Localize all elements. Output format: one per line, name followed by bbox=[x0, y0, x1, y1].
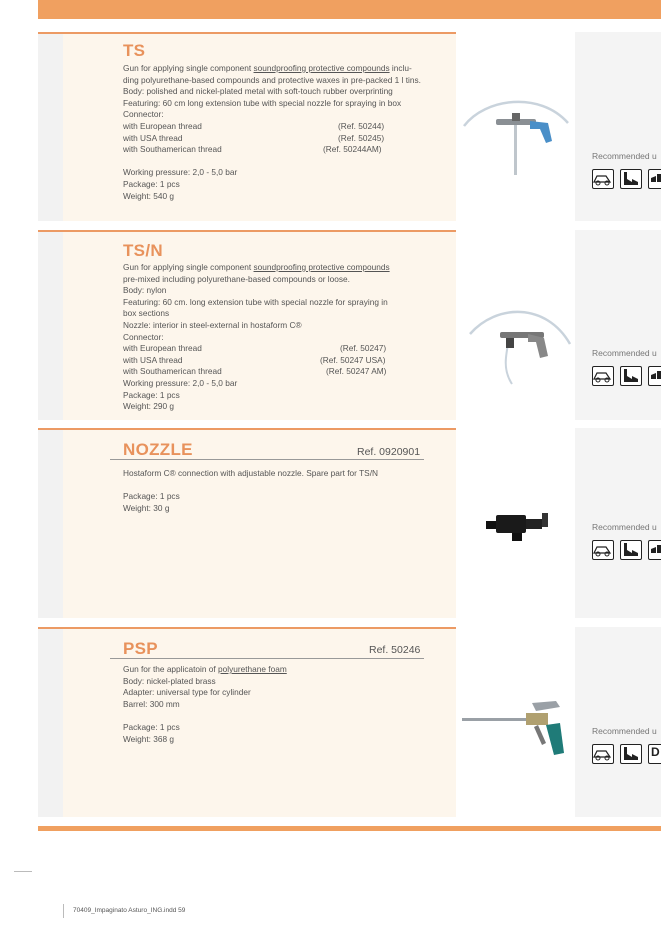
recommended-panel bbox=[575, 32, 661, 221]
desc-line: Body: nylon bbox=[123, 285, 167, 296]
desc-line: box sections bbox=[123, 308, 170, 319]
spec-line: Working pressure: 2,0 - 5,0 bar bbox=[123, 377, 238, 388]
product-description bbox=[123, 63, 421, 202]
product-title: TS bbox=[123, 41, 146, 60]
spec-line: Weight: 368 g bbox=[123, 733, 175, 744]
thread-row: with Southamerican thread (Ref. 50247 AM) bbox=[123, 366, 387, 377]
spec-line: Working pressure: 2,0 - 5,0 bar bbox=[123, 167, 238, 178]
product-ref: Ref. 50246 bbox=[369, 644, 421, 656]
recommended-label: Recommended u bbox=[592, 726, 657, 736]
factory-icon bbox=[620, 169, 642, 189]
car-icon bbox=[592, 366, 614, 386]
panel-top-rule bbox=[38, 32, 456, 34]
footer-slug: 70409_Impaginato Asturo_ING.indd 59 bbox=[73, 907, 186, 914]
title-underline bbox=[110, 459, 424, 460]
thread-row: with European thread (Ref. 50247) bbox=[123, 343, 387, 354]
product-title: PSP bbox=[123, 639, 158, 658]
spec-line: Weight: 290 g bbox=[123, 401, 175, 412]
factory-icon bbox=[620, 366, 642, 386]
product-ref: Ref. 0920901 bbox=[357, 446, 421, 458]
product-description bbox=[123, 262, 390, 413]
factory-icon bbox=[620, 540, 642, 560]
product-title: NOZZLE bbox=[123, 440, 193, 459]
footer-band bbox=[38, 826, 661, 831]
thread-row: with USA thread (Ref. 50245) bbox=[123, 132, 385, 143]
product-title: TS/N bbox=[123, 241, 163, 260]
desc-line: pre-mixed including polyurethane-based compounds or loose. bbox=[123, 273, 350, 284]
product-panel-psp bbox=[38, 627, 456, 817]
panel-top-rule bbox=[38, 428, 456, 430]
desc-line: Body: polished and nickel-plated metal with soft-touch rubber overprinting bbox=[123, 86, 393, 97]
desc-line: Gun for applying single component soundproofing protective compounds inclu- bbox=[123, 63, 412, 73]
nozzle-image bbox=[484, 509, 550, 545]
spec-line: Package: 1 pcs bbox=[123, 389, 180, 400]
product-description bbox=[123, 664, 287, 745]
desc-line: Gun for applying single component soundproofing protective compounds bbox=[123, 262, 390, 272]
spec-line: Package: 1 pcs bbox=[123, 721, 180, 732]
spec-line: Weight: 540 g bbox=[123, 190, 175, 201]
desc-line: Hostaform C® connection with adjustable nozzle. Spare part for TS/N bbox=[123, 468, 378, 478]
footer-divider bbox=[63, 904, 64, 918]
recommended-panel bbox=[575, 627, 661, 817]
desc-line: Barrel: 300 mm bbox=[123, 698, 180, 709]
recommended-panel bbox=[575, 230, 661, 420]
recommended-label: Recommended u bbox=[592, 151, 657, 161]
crop-mark bbox=[14, 871, 32, 872]
psp-gun-image bbox=[460, 697, 568, 761]
spec-line: Package: 1 pcs bbox=[123, 491, 180, 502]
factory-icon bbox=[620, 744, 642, 764]
usage-icons bbox=[592, 366, 661, 386]
desc-line: ding polyurethane-based compounds and protective waxes in pre-packed 1 l tins. bbox=[123, 74, 421, 85]
tsn-gun-image bbox=[466, 304, 574, 388]
truck-icon bbox=[648, 169, 661, 189]
title-underline bbox=[110, 658, 424, 659]
panel-strip bbox=[38, 32, 63, 221]
header-band bbox=[38, 0, 661, 19]
product-panel-tsn bbox=[38, 230, 456, 420]
car-icon bbox=[592, 744, 614, 764]
desc-line: Body: nickel-plated brass bbox=[123, 675, 216, 686]
spec-line: Weight: 30 g bbox=[123, 502, 170, 513]
product-panel-ts bbox=[38, 32, 456, 221]
desc-line: Adapter: universal type for cylinder bbox=[123, 687, 251, 698]
truck-icon bbox=[648, 540, 661, 560]
desc-line: Featuring: 60 cm. long extension tube with special nozzle for spraying in bbox=[123, 296, 388, 307]
spec-line: Package: 1 pcs bbox=[123, 178, 180, 189]
usage-icons bbox=[592, 169, 661, 189]
desc-line: Featuring: 60 cm long extension tube with special nozzle for spraying in box bbox=[123, 97, 402, 108]
desc-line: Gun for the applicatoin of polyurethane foam bbox=[123, 664, 287, 674]
usage-icons bbox=[592, 540, 661, 560]
thread-row: with European thread (Ref. 50244) bbox=[123, 120, 385, 131]
usage-icons bbox=[592, 744, 661, 764]
ts-gun-image bbox=[460, 93, 572, 179]
thread-row: with Southamerican thread (Ref. 50244AM) bbox=[123, 144, 382, 155]
panel-top-rule bbox=[38, 230, 456, 232]
panel-strip bbox=[38, 627, 63, 817]
car-icon bbox=[592, 169, 614, 189]
thread-row: with USA thread (Ref. 50247 USA) bbox=[123, 354, 386, 365]
car-icon bbox=[592, 540, 614, 560]
product-description bbox=[123, 468, 378, 514]
truck-icon bbox=[648, 366, 661, 386]
diy-icon: D bbox=[648, 744, 661, 764]
desc-line: Connector: bbox=[123, 331, 164, 342]
panel-strip bbox=[38, 230, 63, 420]
panel-strip bbox=[38, 428, 63, 618]
product-panel-nozzle bbox=[38, 428, 456, 618]
recommended-label: Recommended u bbox=[592, 522, 657, 532]
desc-line: Nozzle: interior in steel-external in hostaform C® bbox=[123, 319, 302, 330]
recommended-label: Recommended u bbox=[592, 348, 657, 358]
panel-top-rule bbox=[38, 627, 456, 629]
desc-line: Connector: bbox=[123, 109, 164, 120]
